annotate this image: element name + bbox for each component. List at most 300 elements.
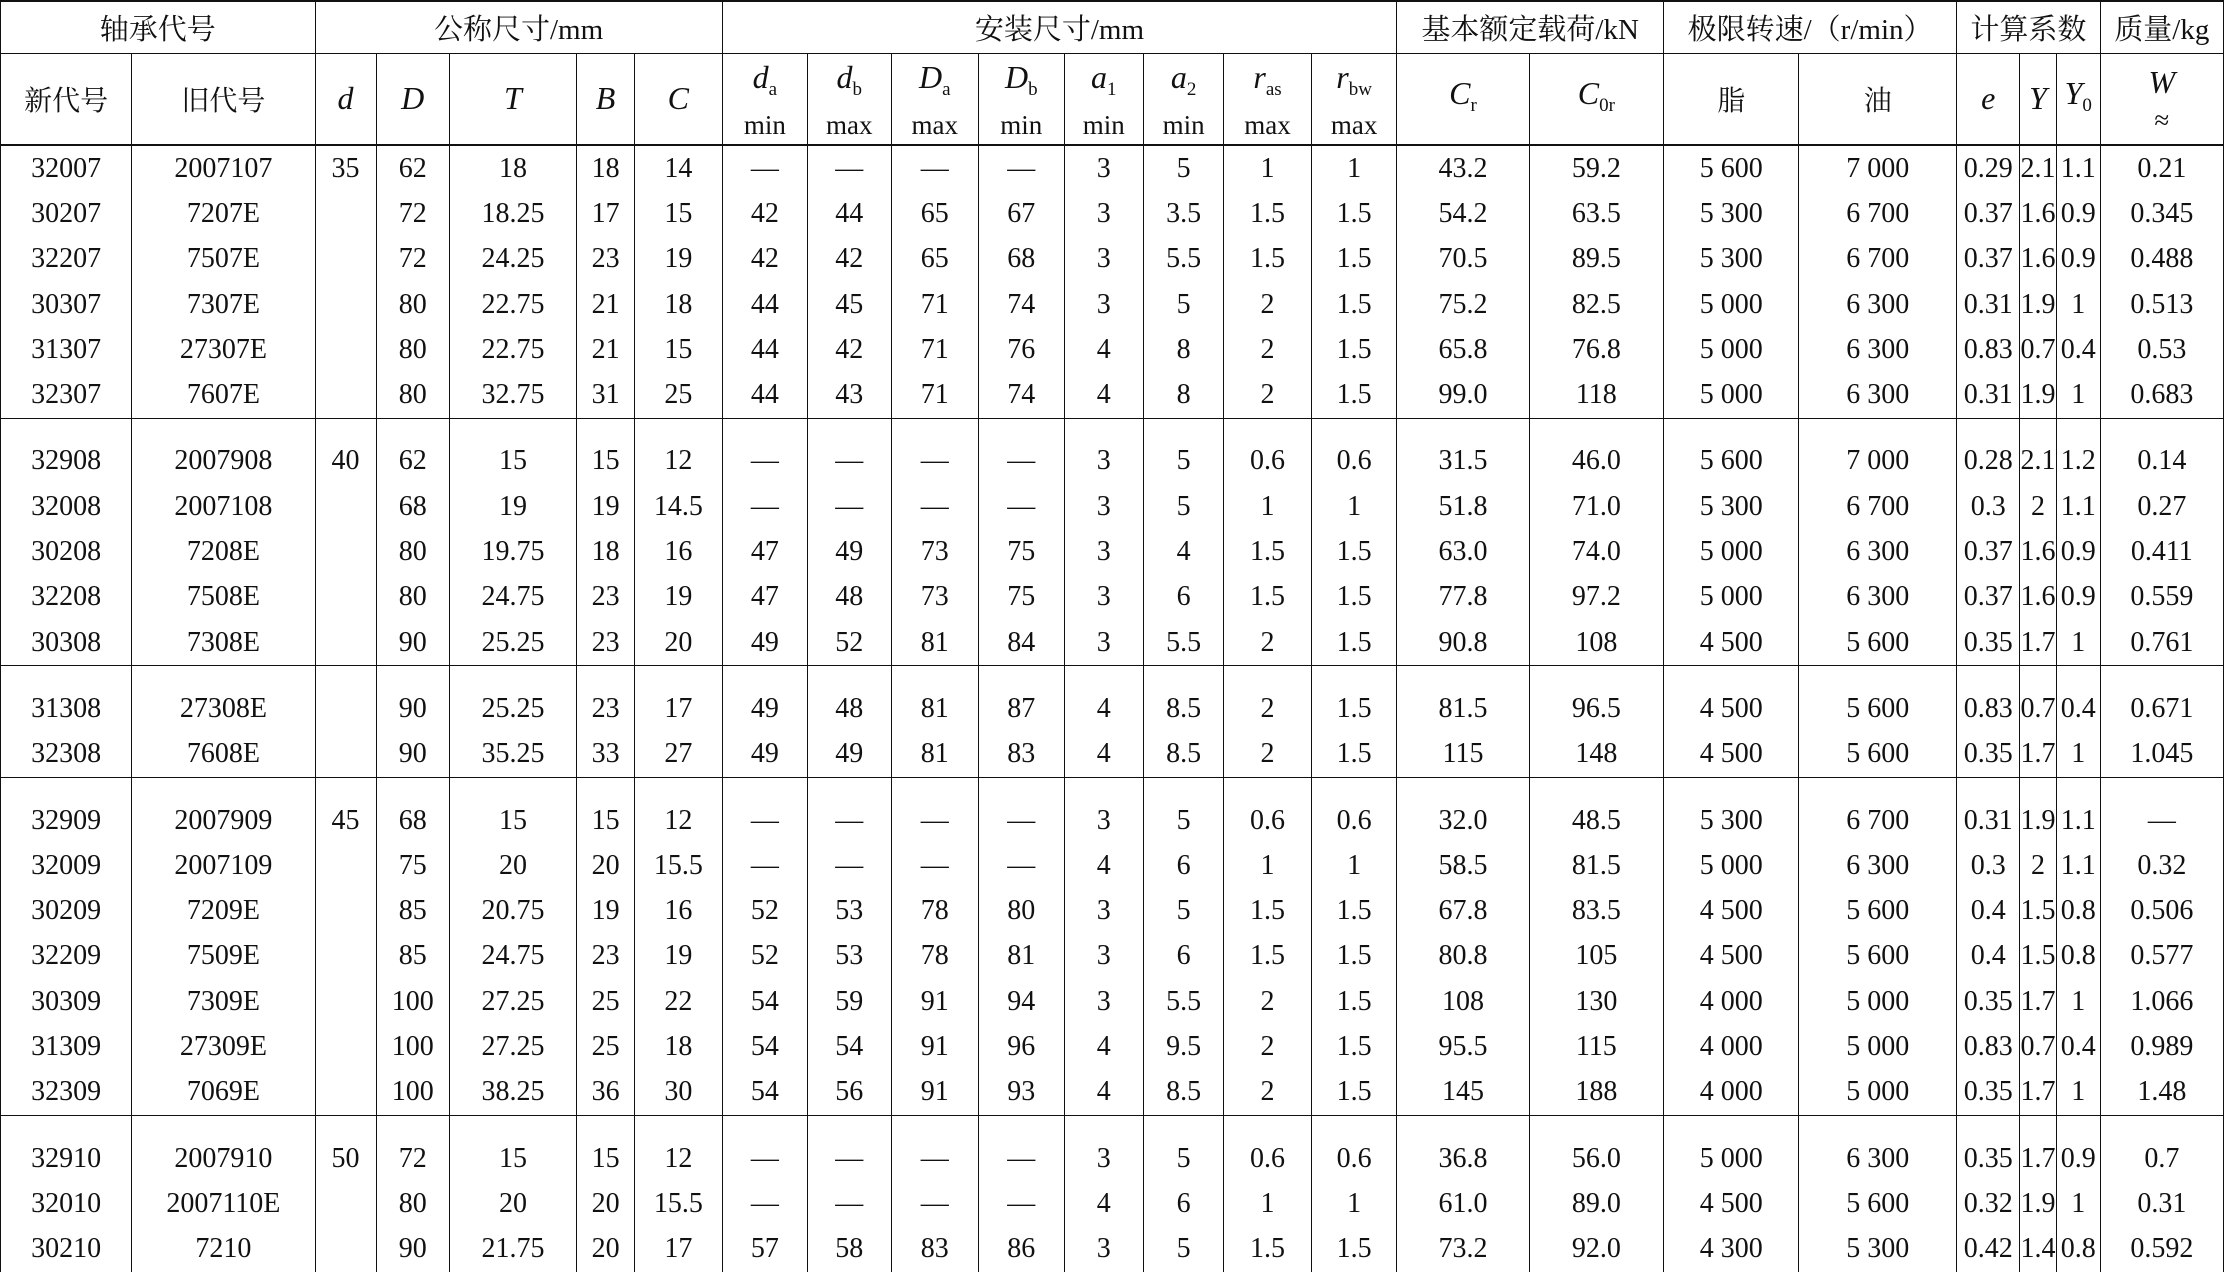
cell-Cr: 81.5	[1397, 666, 1529, 732]
cell-a1: 4	[1064, 732, 1143, 778]
cell-C0r: 89.5	[1529, 237, 1663, 282]
table-row	[1, 418, 2224, 484]
cell-C: 12	[635, 1115, 723, 1181]
cell-Cr: 36.8	[1397, 1115, 1529, 1181]
cell-oil-speed: 6 300	[1799, 372, 1957, 418]
cell-rbw: 1.5	[1311, 732, 1397, 778]
cell-da: 42	[722, 237, 807, 282]
cell-W: —	[2100, 777, 2223, 843]
col-header-a1	[1064, 54, 1143, 146]
cell-B: 25	[577, 979, 635, 1024]
cell-Db: 68	[979, 237, 1064, 282]
cell-d	[315, 934, 376, 979]
cell-Da: 81	[891, 732, 979, 778]
cell-db: 45	[808, 282, 891, 327]
cell-D: 80	[376, 372, 449, 418]
cell-db: 49	[808, 529, 891, 574]
cell-W: 0.683	[2100, 372, 2223, 418]
cell-new-code: 30210	[1, 1227, 132, 1272]
col-header-Db	[979, 54, 1064, 146]
cell-a2: 6	[1143, 575, 1223, 620]
cell-a1: 3	[1064, 529, 1143, 574]
cell-D: 80	[376, 282, 449, 327]
col-symbol	[450, 79, 576, 120]
cell-old-code: 7207E	[132, 191, 315, 236]
cell-Y: 1.7	[2020, 620, 2057, 666]
col-symbol-letter: r	[1336, 58, 1349, 95]
col-symbol	[2057, 74, 2100, 125]
cell-grease-speed: 5 300	[1664, 777, 1799, 843]
cell-ras: 1.5	[1224, 934, 1312, 979]
cell-Cr: 75.2	[1397, 282, 1529, 327]
cell-e: 0.4	[1957, 888, 2020, 933]
cell-B: 21	[577, 327, 635, 372]
cell-grease-speed: 5 300	[1664, 191, 1799, 236]
cell-da: 49	[722, 666, 807, 732]
col-symbol	[1144, 58, 1223, 109]
cell-Y0: 0.4	[2056, 666, 2100, 732]
cell-ras: 2	[1224, 732, 1312, 778]
table-row	[1, 732, 2224, 778]
cell-old-code: 7308E	[132, 620, 315, 666]
cell-d	[315, 529, 376, 574]
group-header-row	[1, 1, 2224, 54]
cell-B: 15	[577, 418, 635, 484]
cell-e: 0.37	[1957, 191, 2020, 236]
cell-W: 0.14	[2100, 418, 2223, 484]
cell-ras: 0.6	[1224, 1115, 1312, 1181]
cell-Da: —	[891, 1181, 979, 1226]
cell-W: 0.345	[2100, 191, 2223, 236]
cell-D: 75	[376, 843, 449, 888]
cell-a1: 3	[1064, 1227, 1143, 1272]
cell-Da: 91	[891, 979, 979, 1024]
cell-oil-speed: 6 300	[1799, 282, 1957, 327]
cell-Db: —	[979, 418, 1064, 484]
cell-new-code: 32007	[1, 145, 132, 191]
col-symbol-subscript: a	[768, 78, 778, 100]
cell-a2: 8.5	[1143, 666, 1223, 732]
cell-da: 47	[722, 529, 807, 574]
col-symbol	[1065, 58, 1143, 109]
cell-db: 49	[808, 732, 891, 778]
cell-oil-speed: 6 300	[1799, 1115, 1957, 1181]
cell-e: 0.31	[1957, 372, 2020, 418]
table-row	[1, 620, 2224, 666]
cell-C0r: 188	[1529, 1070, 1663, 1116]
cell-oil-speed: 5 000	[1799, 1024, 1957, 1069]
cell-Y: 1.5	[2020, 934, 2057, 979]
cell-Y: 0.7	[2020, 1024, 2057, 1069]
cell-Y: 0.7	[2020, 666, 2057, 732]
cell-da: 49	[722, 732, 807, 778]
cell-C0r: 63.5	[1529, 191, 1663, 236]
cell-oil-speed: 5 600	[1799, 666, 1957, 732]
table-row	[1, 888, 2224, 933]
cell-W: 0.989	[2100, 1024, 2223, 1069]
cell-d	[315, 327, 376, 372]
cell-W: 0.559	[2100, 575, 2223, 620]
cell-e: 0.42	[1957, 1227, 2020, 1272]
cell-a2: 6	[1143, 843, 1223, 888]
cell-rbw: 1.5	[1311, 529, 1397, 574]
cell-W: 0.506	[2100, 888, 2223, 933]
cell-e: 0.35	[1957, 1070, 2020, 1116]
cell-Da: 81	[891, 666, 979, 732]
cell-da: —	[722, 1115, 807, 1181]
cell-grease-speed: 5 000	[1664, 529, 1799, 574]
cell-db: —	[808, 1115, 891, 1181]
table-row	[1, 282, 2224, 327]
cell-da: 47	[722, 575, 807, 620]
cell-Y0: 0.9	[2056, 191, 2100, 236]
cell-d	[315, 732, 376, 778]
cell-W: 0.513	[2100, 282, 2223, 327]
cell-B: 36	[577, 1070, 635, 1116]
col-header-new-code: 新代号	[1, 54, 132, 146]
cell-a1: 4	[1064, 327, 1143, 372]
col-symbol-letter: T	[504, 79, 522, 116]
cell-da: —	[722, 418, 807, 484]
cell-old-code: 2007908	[132, 418, 315, 484]
cell-Y: 1.6	[2020, 237, 2057, 282]
cell-D: 85	[376, 888, 449, 933]
cell-a1: 4	[1064, 1024, 1143, 1069]
cell-C0r: 83.5	[1529, 888, 1663, 933]
col-header-Y	[2020, 54, 2057, 146]
cell-a1: 3	[1064, 979, 1143, 1024]
group-header-nom: 公称尺寸/mm	[315, 1, 722, 54]
cell-a2: 5	[1143, 1115, 1223, 1181]
cell-W: 0.671	[2100, 666, 2223, 732]
cell-Cr: 90.8	[1397, 620, 1529, 666]
col-symbol	[2020, 79, 2056, 120]
cell-Da: —	[891, 418, 979, 484]
col-symbol-subscript: as	[1265, 78, 1282, 100]
table-row	[1, 666, 2224, 732]
cell-Da: 65	[891, 237, 979, 282]
cell-D: 100	[376, 1024, 449, 1069]
cell-grease-speed: 5 000	[1664, 327, 1799, 372]
cell-C0r: 56.0	[1529, 1115, 1663, 1181]
table-row	[1, 145, 2224, 191]
cell-Y: 2	[2020, 484, 2057, 529]
cell-new-code: 32307	[1, 372, 132, 418]
cell-d	[315, 484, 376, 529]
cell-T: 19	[449, 484, 576, 529]
cell-rbw: 1.5	[1311, 620, 1397, 666]
cell-d	[315, 1070, 376, 1116]
cell-Da: 78	[891, 888, 979, 933]
cell-db: 43	[808, 372, 891, 418]
cell-D: 100	[376, 979, 449, 1024]
cell-grease-speed: 5 300	[1664, 237, 1799, 282]
cell-grease-speed: 4 300	[1664, 1227, 1799, 1272]
cell-W: 1.48	[2100, 1070, 2223, 1116]
cell-old-code: 7509E	[132, 934, 315, 979]
group-header-calc: 计算系数	[1957, 1, 2101, 54]
cell-a2: 5.5	[1143, 237, 1223, 282]
cell-B: 25	[577, 1024, 635, 1069]
col-symbol	[1312, 58, 1397, 109]
cell-Da: 71	[891, 282, 979, 327]
col-header-db	[808, 54, 891, 146]
col-symbol-subscript: 1	[1106, 78, 1117, 100]
cell-a2: 8	[1143, 327, 1223, 372]
cell-new-code: 32207	[1, 237, 132, 282]
cell-C: 12	[635, 418, 723, 484]
cell-ras: 1.5	[1224, 1227, 1312, 1272]
cell-db: —	[808, 1181, 891, 1226]
cell-W: 0.488	[2100, 237, 2223, 282]
cell-Cr: 108	[1397, 979, 1529, 1024]
cell-Da: 65	[891, 191, 979, 236]
cell-C: 15.5	[635, 843, 723, 888]
cell-Y0: 1.2	[2056, 418, 2100, 484]
cell-Y0: 1.1	[2056, 843, 2100, 888]
cell-T: 19.75	[449, 529, 576, 574]
cell-d	[315, 1181, 376, 1226]
group-header-speed: 极限转速/（r/min）	[1664, 1, 1957, 54]
col-header-B	[577, 54, 635, 146]
cell-da: 44	[722, 372, 807, 418]
cell-Y0: 1	[2056, 1070, 2100, 1116]
cell-oil-speed: 6 300	[1799, 843, 1957, 888]
cell-D: 72	[376, 237, 449, 282]
cell-d	[315, 1227, 376, 1272]
cell-Y: 2	[2020, 843, 2057, 888]
cell-d	[315, 620, 376, 666]
cell-Da: —	[891, 1115, 979, 1181]
cell-grease-speed: 4 500	[1664, 620, 1799, 666]
cell-a2: 9.5	[1143, 1024, 1223, 1069]
cell-db: 53	[808, 934, 891, 979]
cell-Y: 2.1	[2020, 145, 2057, 191]
group-header-load: 基本额定载荷/kN	[1397, 1, 1664, 54]
col-symbol	[979, 58, 1063, 109]
cell-B: 17	[577, 191, 635, 236]
cell-da: 52	[722, 888, 807, 933]
cell-ras: 2	[1224, 282, 1312, 327]
cell-a2: 5	[1143, 777, 1223, 843]
cell-oil-speed: 6 700	[1799, 191, 1957, 236]
cell-C0r: 130	[1529, 979, 1663, 1024]
col-header-old-code: 旧代号	[132, 54, 315, 146]
cell-rbw: 1.5	[1311, 1024, 1397, 1069]
table-row	[1, 1181, 2224, 1226]
cell-a1: 4	[1064, 1070, 1143, 1116]
cell-oil-speed: 6 300	[1799, 529, 1957, 574]
cell-W: 1.045	[2100, 732, 2223, 778]
cell-d	[315, 1024, 376, 1069]
cell-a1: 3	[1064, 191, 1143, 236]
table-row	[1, 327, 2224, 372]
cell-Da: 71	[891, 327, 979, 372]
cell-ras: 1.5	[1224, 237, 1312, 282]
cell-C0r: 96.5	[1529, 666, 1663, 732]
col-symbol-letter: Y	[2029, 79, 2047, 116]
cell-Y0: 0.9	[2056, 1115, 2100, 1181]
cell-db: 56	[808, 1070, 891, 1116]
cell-da: 44	[722, 327, 807, 372]
col-symbol-letter: C	[667, 79, 689, 116]
cell-Cr: 77.8	[1397, 575, 1529, 620]
cell-B: 19	[577, 484, 635, 529]
cell-B: 20	[577, 1181, 635, 1226]
cell-e: 0.37	[1957, 237, 2020, 282]
cell-T: 22.75	[449, 327, 576, 372]
cell-D: 62	[376, 418, 449, 484]
cell-e: 0.31	[1957, 282, 2020, 327]
cell-Y: 1.9	[2020, 777, 2057, 843]
cell-Da: 81	[891, 620, 979, 666]
cell-old-code: 2007109	[132, 843, 315, 888]
cell-D: 80	[376, 575, 449, 620]
cell-grease-speed: 5 000	[1664, 372, 1799, 418]
col-symbol-letter: D	[401, 79, 425, 116]
cell-e: 0.35	[1957, 1115, 2020, 1181]
cell-old-code: 7608E	[132, 732, 315, 778]
cell-Y0: 0.8	[2056, 934, 2100, 979]
cell-da: 42	[722, 191, 807, 236]
cell-a1: 3	[1064, 145, 1143, 191]
cell-ras: 2	[1224, 1070, 1312, 1116]
col-header-a2	[1143, 54, 1223, 146]
cell-C: 15	[635, 327, 723, 372]
col-header-rbw	[1311, 54, 1397, 146]
cell-new-code: 31309	[1, 1024, 132, 1069]
cell-db: 58	[808, 1227, 891, 1272]
cell-Db: —	[979, 843, 1064, 888]
cell-T: 20	[449, 1181, 576, 1226]
cell-new-code: 32009	[1, 843, 132, 888]
cell-da: 49	[722, 620, 807, 666]
cell-C: 19	[635, 575, 723, 620]
cell-Y0: 0.4	[2056, 1024, 2100, 1069]
cell-oil-speed: 6 300	[1799, 327, 1957, 372]
cell-d	[315, 237, 376, 282]
group-header-inst: 安装尺寸/mm	[722, 1, 1397, 54]
cell-a1: 4	[1064, 843, 1143, 888]
cell-d	[315, 843, 376, 888]
group-header-mass: 质量/kg	[2100, 1, 2223, 54]
cell-C: 14	[635, 145, 723, 191]
cell-new-code: 30209	[1, 888, 132, 933]
col-symbol-letter: C	[1449, 74, 1471, 111]
cell-new-code: 32909	[1, 777, 132, 843]
cell-Db: 96	[979, 1024, 1064, 1069]
cell-Da: 73	[891, 529, 979, 574]
cell-a2: 5.5	[1143, 620, 1223, 666]
col-symbol-letter: W	[2148, 63, 2176, 100]
cell-oil-speed: 6 700	[1799, 484, 1957, 529]
cell-C0r: 97.2	[1529, 575, 1663, 620]
col-header-d	[315, 54, 376, 146]
col-symbol	[723, 58, 807, 109]
cell-D: 80	[376, 1181, 449, 1226]
cell-B: 15	[577, 1115, 635, 1181]
cell-C0r: 148	[1529, 732, 1663, 778]
col-limit: min	[1000, 109, 1043, 140]
cell-da: 52	[722, 934, 807, 979]
cell-C: 14.5	[635, 484, 723, 529]
cell-d	[315, 979, 376, 1024]
cell-T: 25.25	[449, 666, 576, 732]
col-symbol	[577, 79, 634, 120]
cell-new-code: 30308	[1, 620, 132, 666]
cell-Y: 1.6	[2020, 191, 2057, 236]
cell-B: 19	[577, 888, 635, 933]
cell-ras: 0.6	[1224, 777, 1312, 843]
cell-oil-speed: 5 600	[1799, 888, 1957, 933]
cell-B: 23	[577, 620, 635, 666]
table-row	[1, 372, 2224, 418]
cell-da: 54	[722, 979, 807, 1024]
cell-Y0: 0.9	[2056, 529, 2100, 574]
cell-Y0: 0.8	[2056, 888, 2100, 933]
cell-a2: 5	[1143, 282, 1223, 327]
cell-old-code: 7307E	[132, 282, 315, 327]
cell-a1: 3	[1064, 237, 1143, 282]
cell-rbw: 1.5	[1311, 575, 1397, 620]
cell-db: 52	[808, 620, 891, 666]
cell-Da: 83	[891, 1227, 979, 1272]
cell-e: 0.28	[1957, 418, 2020, 484]
cell-grease-speed: 5 600	[1664, 418, 1799, 484]
cell-Y: 2.1	[2020, 418, 2057, 484]
col-symbol-subscript: bw	[1348, 78, 1372, 100]
col-symbol-subscript: 0	[2082, 94, 2092, 116]
cell-Db: 74	[979, 282, 1064, 327]
cell-e: 0.35	[1957, 732, 2020, 778]
col-header-D	[376, 54, 449, 146]
col-header-da	[722, 54, 807, 146]
cell-db: 42	[808, 327, 891, 372]
cell-T: 21.75	[449, 1227, 576, 1272]
cell-C0r: 89.0	[1529, 1181, 1663, 1226]
cell-grease-speed: 4 500	[1664, 888, 1799, 933]
cell-D: 72	[376, 191, 449, 236]
col-symbol	[635, 79, 722, 120]
cell-new-code: 30309	[1, 979, 132, 1024]
cell-Y: 1.7	[2020, 1070, 2057, 1116]
cell-rbw: 1.5	[1311, 191, 1397, 236]
cell-old-code: 7069E	[132, 1070, 315, 1116]
cell-rbw: 0.6	[1311, 777, 1397, 843]
cell-Y: 1.6	[2020, 529, 2057, 574]
cell-da: —	[722, 777, 807, 843]
cell-C0r: 74.0	[1529, 529, 1663, 574]
cell-rbw: 1.5	[1311, 1227, 1397, 1272]
cell-Cr: 80.8	[1397, 934, 1529, 979]
cell-da: 57	[722, 1227, 807, 1272]
cell-Db: 81	[979, 934, 1064, 979]
cell-Db: 76	[979, 327, 1064, 372]
cell-W: 0.577	[2100, 934, 2223, 979]
cell-Y0: 1	[2056, 620, 2100, 666]
cell-ras: 1	[1224, 145, 1312, 191]
cell-oil-speed: 5 000	[1799, 979, 1957, 1024]
table-row	[1, 1070, 2224, 1116]
col-symbol-letter: d	[337, 79, 354, 116]
col-symbol-subscript: 0r	[1599, 94, 1615, 116]
cell-Cr: 70.5	[1397, 237, 1529, 282]
cell-T: 35.25	[449, 732, 576, 778]
cell-ras: 1	[1224, 1181, 1312, 1226]
cell-Cr: 67.8	[1397, 888, 1529, 933]
cell-oil-speed: 6 700	[1799, 777, 1957, 843]
cell-C0r: 108	[1529, 620, 1663, 666]
